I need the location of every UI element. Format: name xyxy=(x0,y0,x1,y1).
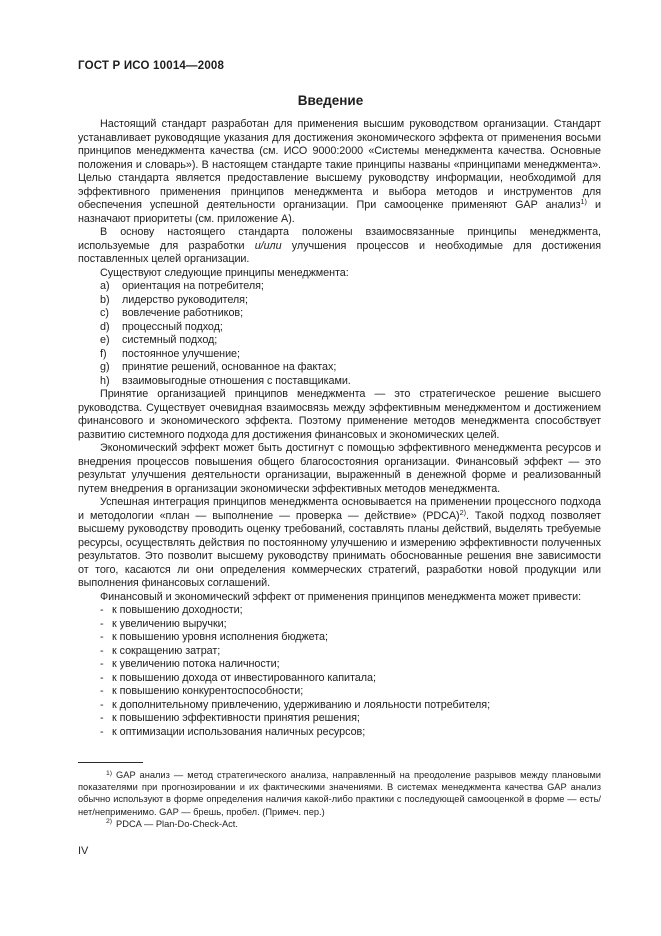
document-body xyxy=(78,118,601,739)
list-item xyxy=(78,361,601,375)
list-item xyxy=(78,699,601,713)
list-item-text: к увеличению потока наличности; xyxy=(112,658,280,670)
list-item-text: к повышению эффективности принятия решения; xyxy=(112,712,360,724)
list-item-text: вовлечение работников; xyxy=(122,307,244,319)
dash-marker: - xyxy=(100,604,104,616)
page-number: IV xyxy=(78,845,89,857)
list-item xyxy=(78,645,601,659)
list-item-text: системный подход; xyxy=(122,334,218,346)
list-item-text: процессный подход; xyxy=(122,320,223,333)
list-item xyxy=(78,726,601,740)
paragraph-text: . Такой подход позволяет высшему руководству проводить оценку требований, составлять планы действий, выделять требуемые ресурсы, осуществлять действия по постоянному улучшению и измерению эффективности полученных результатов. Это позволит высшему руководству принимать обоснованные решения вне зависимости от того, касаются ли они определения коммерческих стратегий, разработки новой продукции или выполнения финансовых соглашений. xyxy=(78,509,601,589)
paragraph-economic-effect: Экономический эффект может быть достигнут с помощью эффективного менеджмента ресурсов и внедрения процессов повышения общего благосостояния организации. Финансовый эффект — это результат улучшения деятельности организации, выраженный в денежной форме и реализованный путем внедрения в организации экономически эффективных методов менеджмента. xyxy=(78,442,601,495)
list-item-text: постоянное улучшение; xyxy=(122,347,240,360)
list-item xyxy=(78,672,601,686)
dash-marker: - xyxy=(100,725,104,738)
footnote-text: GAP анализ — метод стратегического анализа, направленный на преодоление разрывов между плановыми показателями при прогнозировании и их фактическими значениями. В системах менеджмента качества GAP анализ обычно используют в форме определения наличия какой-либо практики с последующей самооценкой в форме — есть/нет/неприменимо. GAP — брешь, пробел. (Примеч. пер.) xyxy=(78,770,601,817)
paragraph-integration xyxy=(78,496,601,591)
list-item-text: к оптимизации использования наличных ресурсов; xyxy=(112,725,366,738)
list-item xyxy=(78,658,601,672)
list-item xyxy=(78,348,601,362)
lettered-list xyxy=(78,280,601,388)
footnote-1 xyxy=(78,769,601,818)
benefits-lead: Финансовый и экономический эффект от применения принципов менеджмента может привести: xyxy=(100,590,582,603)
page-title: Введение xyxy=(297,93,364,108)
list-item-text: к повышению конкурентоспособности; xyxy=(112,685,304,697)
footnote-text: PDCA — Plan-Do-Check-Act. xyxy=(116,818,238,829)
list-marker: f) xyxy=(100,347,107,360)
list-item xyxy=(78,321,601,335)
footnote-1-marker: 1) xyxy=(106,769,113,777)
list-marker: d) xyxy=(100,320,110,333)
dash-marker: - xyxy=(100,712,104,724)
dash-marker: - xyxy=(100,671,104,684)
list-marker: e) xyxy=(100,334,110,346)
paragraph-intro-1 xyxy=(78,118,601,226)
italic-phrase: и/или xyxy=(254,239,282,252)
list-item xyxy=(78,294,601,308)
principles-lead: Существуют следующие принципы менеджмента: xyxy=(100,266,349,279)
list-item-text: взаимовыгодные отношения с поставщиками. xyxy=(122,374,351,387)
paragraph-text: Успешная интеграция принципов менеджмента основывается на применении процессного подхода и методологии «план — выполнение — проверка — действие» (PDCA) xyxy=(78,496,601,522)
list-item-text: к повышению доходности; xyxy=(112,604,243,616)
list-item-text: к дополнительному привлечению, удерживанию и лояльности потребителя; xyxy=(112,698,491,711)
dash-marker: - xyxy=(100,685,104,697)
list-item-text: лидерство руководителя; xyxy=(122,293,248,306)
list-item xyxy=(78,280,601,294)
list-item-text: к увеличению выручки; xyxy=(112,617,227,630)
footnote-2 xyxy=(78,818,601,830)
paragraph-text: В основу настоящего стандарта положены взаимосвязанные принципы менеджмента, используемые для разработки xyxy=(78,226,601,252)
footnote-ref-1: 1) xyxy=(580,197,587,206)
paragraph-intro-2 xyxy=(78,226,601,267)
dash-marker: - xyxy=(100,658,104,670)
dash-marker: - xyxy=(100,631,104,643)
list-marker: c) xyxy=(100,307,109,319)
list-marker: h) xyxy=(100,374,110,387)
dash-marker: - xyxy=(100,698,104,711)
footnote-divider xyxy=(78,762,143,763)
footnote-ref-2: 2) xyxy=(459,507,466,517)
list-item xyxy=(78,375,601,389)
list-item xyxy=(78,631,601,645)
paragraph-adoption: Принятие организацией принципов менеджмента — это стратегическое решение высшего руководства. Существует очевидная взаимосвязь между эффективным менеджментом и достижением финансового и экономического эффекта. Поэтому применение методов менеджмента способствует развитию системного подхода для достижения финансовых и экономических целей. xyxy=(78,388,601,441)
list-item-text: принятие решений, основанное на фактах; xyxy=(122,361,337,373)
list-marker: b) xyxy=(100,293,110,306)
paragraph-text: улучшения процессов и необходимые для достижения поставленных целей организации. xyxy=(78,239,601,265)
list-marker: g) xyxy=(100,361,110,373)
list-item-text: ориентация на потребителя; xyxy=(122,280,264,292)
paragraph-text: и назначают приоритеты (см. приложение А). xyxy=(78,199,601,225)
list-item xyxy=(78,307,601,321)
footnotes-section xyxy=(78,762,601,830)
list-item-text: к повышению уровня исполнения бюджета; xyxy=(112,631,328,643)
document-code: ГОСТ Р ИСО 10014—2008 xyxy=(78,60,225,72)
list-item xyxy=(78,712,601,726)
list-item-text: к повышению дохода от инвестированного капитала; xyxy=(112,671,376,684)
list-item xyxy=(78,604,601,618)
dash-marker: - xyxy=(100,644,104,657)
list-marker: a) xyxy=(100,280,110,292)
dash-marker: - xyxy=(100,617,104,630)
footnote-2-marker: 2) xyxy=(106,818,113,826)
list-item xyxy=(78,618,601,632)
paragraph-text: Настоящий стандарт разработан для применения высшим руководством организации. Стандарт устанавливает руководящие указания для достижения экономического эффекта от применения восьми принципов менеджмента качества (см. ИСО 9000:2000 «Системы менеджмента качества. Основные положения и словарь»). В настоящем стандарте такие принципы названы «принципами менеджмента». Целью стандарта является предоставление высшему руководству информации, необходимой для эффективного применения принципов менеджмента и выбора методов и инструментов для обеспечения успешной деятельности организации. При самооценке применяют GAP анализ xyxy=(78,118,601,211)
list-item xyxy=(78,334,601,348)
list-item-text: к сокращению затрат; xyxy=(112,644,221,657)
dash-list xyxy=(78,604,601,739)
list-item xyxy=(78,685,601,699)
